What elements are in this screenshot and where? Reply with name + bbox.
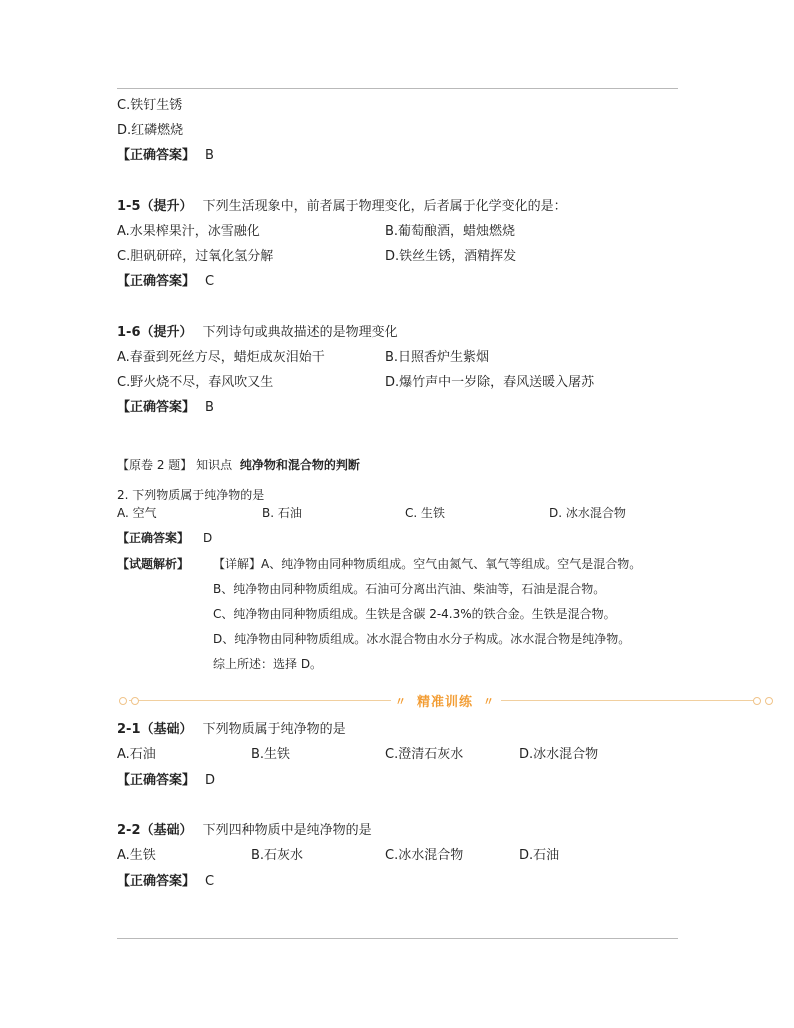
options-row (117, 504, 717, 522)
options-row (117, 349, 717, 367)
options-row (117, 746, 717, 764)
option-c: C.铁钉生锈 (117, 98, 183, 113)
question-2-1 (117, 721, 346, 739)
option-b: B.生铁 (251, 747, 291, 762)
section-title: 精准训练 (416, 695, 473, 710)
question-number: 1-5（提升） (117, 199, 193, 214)
option-a: A. 空气 (117, 506, 157, 520)
bottom-rule (117, 938, 678, 939)
option-d: D. 冰水混合物 (549, 506, 626, 520)
section-banner (117, 690, 773, 712)
question-number: 2-1（基础） (117, 722, 193, 737)
answer-line (117, 873, 214, 891)
answer-label: 【正确答案】 (117, 773, 196, 788)
question-number: 1-6（提升） (117, 325, 193, 340)
analysis-line: B、纯净物由同种物质组成。石油可分离出汽油、柴油等，石油是混合物。 (213, 582, 606, 596)
banner-slash-icon: 〃 (395, 695, 406, 708)
banner-dot-icon (753, 697, 761, 705)
analysis-label-text: 【试题解析】 (117, 557, 190, 571)
answer-line (117, 147, 214, 165)
answer-label: 【正确答案】 (117, 274, 196, 289)
option-b: B. 石油 (262, 506, 302, 520)
option-d: D.红磷燃烧 (117, 123, 184, 138)
banner-dot-icon (131, 697, 139, 705)
option-c: C. 生铁 (405, 506, 446, 520)
options-row (117, 847, 717, 865)
answer-label: 【正确答案】 (117, 148, 196, 163)
option-d: D.石油 (519, 848, 560, 863)
option-a: A.水果榨果汁，冰雪融化 (117, 224, 260, 239)
original-stem: 2. 下列物质属于纯净物的是 (117, 488, 265, 502)
knowledge-topic: 纯净物和混合物的判断 (239, 458, 360, 472)
options-row (117, 374, 717, 392)
answer-value: B (205, 400, 214, 415)
answer-line (117, 772, 215, 790)
question-1-5 (117, 198, 567, 216)
options-row (117, 223, 717, 241)
option-d: D.冰水混合物 (519, 747, 599, 762)
option-d: D.铁丝生锈，酒精挥发 (385, 249, 517, 264)
answer-value: C (205, 874, 215, 889)
original-header-prefix: 【原卷 2 题】 知识点 (117, 458, 233, 472)
answer-label: 【正确答案】 (117, 400, 196, 415)
banner-line-right (501, 700, 761, 701)
option-d: D.爆竹声中一岁除，春风送暖入屠苏 (385, 375, 595, 390)
answer-value: C (205, 274, 215, 289)
option-a: A.石油 (117, 747, 156, 762)
analysis-line: C、纯净物由同种物质组成。生铁是含碳 2-4.3%的铁合金。生铁是混合物。 (213, 607, 616, 621)
option-c: C.冰水混合物 (385, 848, 464, 863)
question-1-6 (117, 324, 398, 342)
option-c: C.野火烧不尽，春风吹又生 (117, 375, 274, 390)
options-row (117, 248, 717, 266)
top-rule (117, 88, 678, 89)
answer-value: D (205, 773, 216, 788)
answer-line (117, 399, 214, 417)
question-stem: 下列物质属于纯净物的是 (202, 722, 346, 737)
question-number: 2-2（基础） (117, 823, 193, 838)
option-b: B.葡萄酿酒，蜡烛燃烧 (385, 224, 516, 239)
option-b: B.日照香炉生紫烟 (385, 350, 490, 365)
option-b: B.石灰水 (251, 848, 304, 863)
answer-value: D (203, 531, 213, 545)
question-2-2 (117, 822, 372, 840)
question-stem: 下列四种物质中是纯净物的是 (202, 823, 372, 838)
answer-line (117, 529, 212, 547)
original-header (117, 456, 360, 474)
answer-label: 【正确答案】 (117, 874, 196, 889)
question-stem: 下列诗句或典故描述的是物理变化 (202, 325, 398, 340)
analysis-line: D、纯净物由同种物质组成。冰水混合物由水分子构成。冰水混合物是纯净物。 (213, 632, 631, 646)
option-c: C.澄清石灰水 (385, 747, 464, 762)
analysis-line: 综上所述：选择 D。 (213, 657, 323, 671)
analysis-line: 【详解】A、纯净物由同种物质组成。空气由氮气、氧气等组成。空气是混合物。 (213, 557, 642, 571)
banner-slash-icon: 〃 (483, 695, 494, 708)
answer-label: 【正确答案】 (117, 531, 190, 545)
banner-dot-icon (119, 697, 127, 705)
option-c: C.胆矾研碎，过氧化氢分解 (117, 249, 274, 264)
banner-line-left (129, 700, 391, 701)
option-a: A.生铁 (117, 848, 156, 863)
answer-value: B (205, 148, 214, 163)
analysis-label (117, 555, 189, 573)
answer-line (117, 273, 214, 291)
question-stem: 下列生活现象中，前者属于物理变化，后者属于化学变化的是： (202, 199, 567, 214)
banner-dot-icon (765, 697, 773, 705)
option-a: A.春蚕到死丝方尽，蜡炬成灰泪始干 (117, 350, 325, 365)
